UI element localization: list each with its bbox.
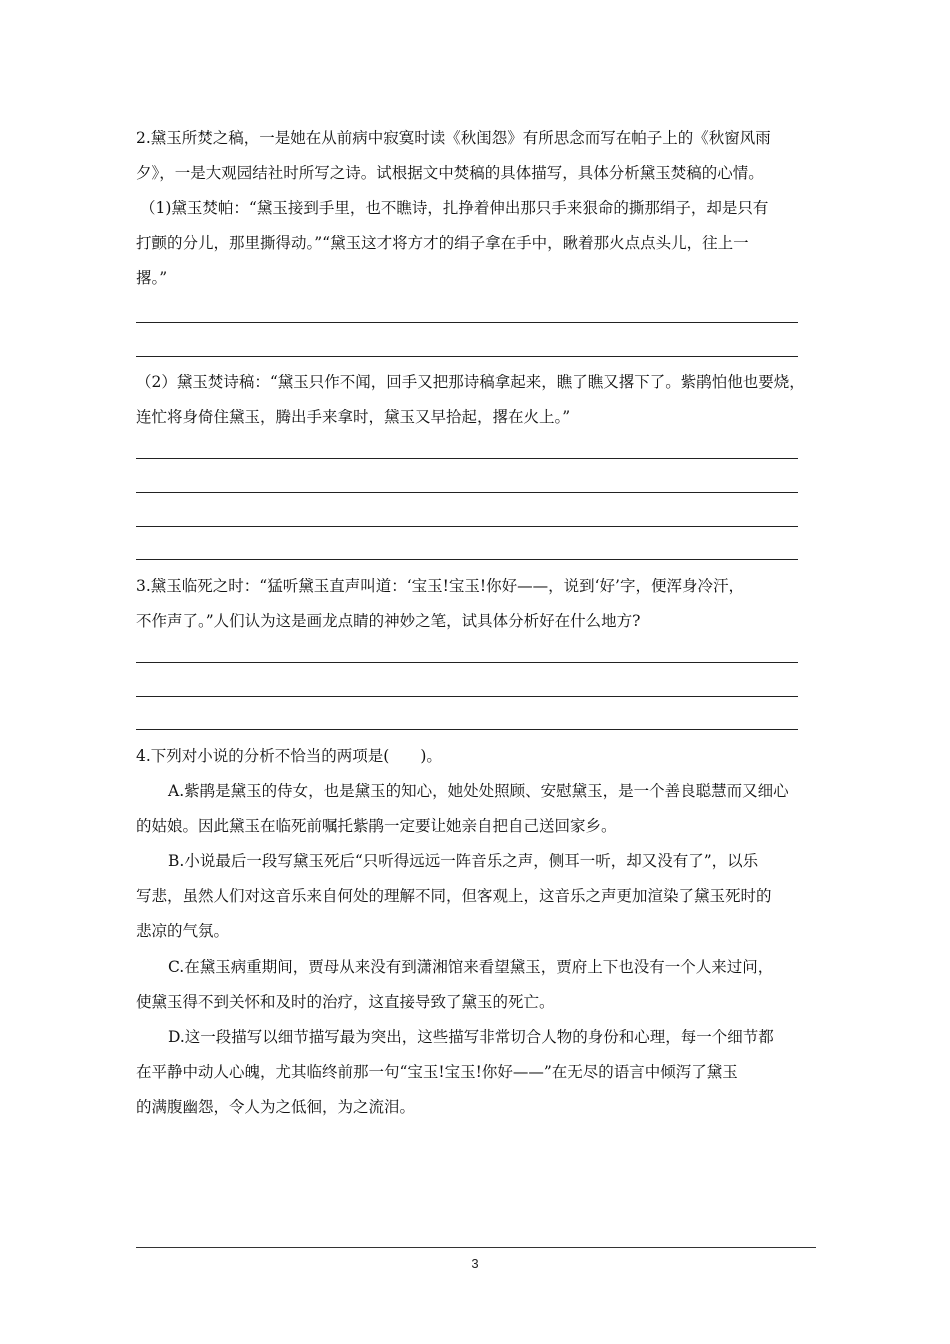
q4-option-d-line: 在平静中动人心魄，尤其临终前那一句“宝玉!宝玉!你好——”在无尽的语言中倾泻了黛玉 xyxy=(136,1063,738,1081)
q2-sub2-line: 连忙将身倚住黛玉，腾出手来拿时，黛玉又早拾起，撂在火上。” xyxy=(136,408,571,426)
answer-line[interactable] xyxy=(136,458,798,459)
answer-line[interactable] xyxy=(136,356,798,357)
q4-option-a-line: A.紫鹃是黛玉的侍女，也是黛玉的知心，她处处照顾、安慰黛玉，是一个善良聪慧而又细心 xyxy=(168,782,789,800)
q2-sub1-line: 打颤的分儿，那里撕得动。”“黛玉这才将方才的绢子拿在手中，瞅着那火点点头儿，往上一 xyxy=(136,234,749,252)
q4-option-b-line: B.小说最后一段写黛玉死后“只听得远远一阵音乐之声，侧耳一听，却又没有了”，以乐 xyxy=(168,852,759,870)
answer-line[interactable] xyxy=(136,729,798,730)
q4-option-d-line: 的满腹幽怨，令人为之低徊，为之流泪。 xyxy=(136,1098,416,1116)
q2-sub2-line: （2）黛玉焚诗稿：“黛玉只作不闻，回手又把那诗稿拿起来，瞧了瞧又撂下了。紫鹃怕他也要烧， xyxy=(136,373,805,391)
q4-option-b-line: 悲凉的气氛。 xyxy=(136,922,230,940)
q4-option-c-line: C.在黛玉病重期间，贾母从来没有到潇湘馆来看望黛玉，贾府上下也没有一个人来过问， xyxy=(168,958,774,976)
q3-text-line: 3.黛玉临死之时：“猛听黛玉直声叫道：‘宝玉!宝玉!你好——，说到‘好’字，便浑身冷汗， xyxy=(136,577,744,595)
answer-line[interactable] xyxy=(136,526,798,527)
q2-sub1-line: 撂。” xyxy=(136,269,168,287)
answer-line[interactable] xyxy=(136,662,798,663)
q4-option-a-line: 的姑娘。因此黛玉在临死前嘱托紫鹃一定要让她亲自把自己送回家乡。 xyxy=(136,817,617,835)
answer-line[interactable] xyxy=(136,492,798,493)
q3-text-line: 不作声了。”人们认为这是画龙点睛的神妙之笔，试具体分析好在什么地方? xyxy=(136,612,641,630)
q4-option-d-line: D.这一段描写以细节描写最为突出，这些描写非常切合人物的身份和心理，每一个细节都 xyxy=(168,1028,774,1046)
footer-divider xyxy=(136,1247,816,1248)
answer-line[interactable] xyxy=(136,696,798,697)
q2-sub1-line: （1)黛玉焚帕：“黛玉接到手里，也不瞧诗，扎挣着伸出那只手来狠命的撕那绢子，却是只有 xyxy=(140,199,769,217)
q4-option-b-line: 写悲，虽然人们对这音乐来自何处的理解不同，但客观上，这音乐之声更加渲染了黛玉死时的 xyxy=(136,887,772,905)
q4-option-c-line: 使黛玉得不到关怀和及时的治疗，这直接导致了黛玉的死亡。 xyxy=(136,993,555,1011)
page-number: 3 xyxy=(471,1256,479,1271)
q4-stem: 4.下列对小说的分析不恰当的两项是( )。 xyxy=(136,747,442,765)
q2-text-line: 2.黛玉所焚之稿，一是她在从前病中寂寞时读《秋闺怨》有所思念而写在帕子上的《秋窗风雨 xyxy=(136,129,771,147)
q2-text-line: 夕》，一是大观园结社时所写之诗。试根据文中焚稿的具体描写，具体分析黛玉焚稿的心情。 xyxy=(136,164,764,182)
answer-line[interactable] xyxy=(136,322,798,323)
answer-line[interactable] xyxy=(136,559,798,560)
